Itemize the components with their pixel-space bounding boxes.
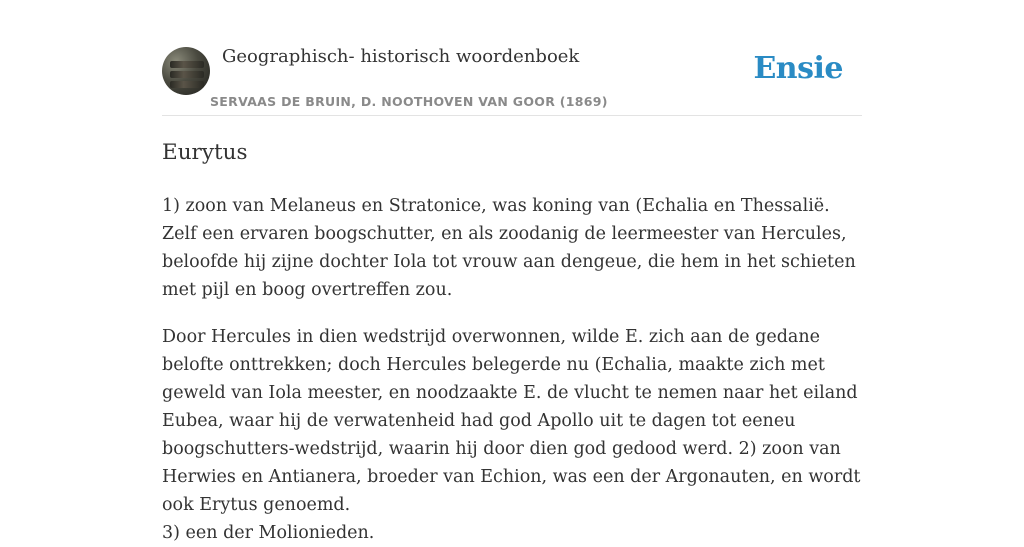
entry-body <box>162 192 862 547</box>
header <box>162 0 862 116</box>
entry-title: Eurytus <box>162 140 248 165</box>
book-spine <box>170 71 204 78</box>
ensie-logo[interactable]: Ensie <box>753 51 843 86</box>
entry-paragraph: Door Hercules in dien wedstrijd overwonnen, wilde E. zich aan de gedane belofte onttrekken; doch Hercules belegerde nu (Echalia, maakte zich met geweld van Iola meester, en noodzaakte E. de vlucht te nemen naar het eiland Eubea, waar hij de verwatenheid had god Apollo uit te dagen tot eeneu boogschutters-wedstrijd, waarin hij door dien god gedood werd. 2) zoon van Herwies en Antianera, broeder van Echion, was een der Argonauten, en wordt ook Erytus genoemd. <box>162 327 861 515</box>
book-spine <box>170 81 204 88</box>
entry-paragraph: 1) zoon van Melaneus en Stratonice, was koning van (Echalia en Thessalië. Zelf een ervaren boogschutter, en als zoodanig de leermeester van Hercules, beloofde hij zijne dochter Iola tot vrouw aan dengeue, die hem in het schieten met pijl en boog overtreffen zou. <box>162 196 856 300</box>
page-container <box>162 0 862 543</box>
book-author: SERVAAS DE BRUIN, D. NOOTHOVEN VAN GOOR (1869) <box>210 94 608 109</box>
book-stack-icon[interactable] <box>162 47 210 95</box>
book-title[interactable]: Geographisch- historisch woordenboek <box>222 46 580 67</box>
entry-paragraph: 3) een der Molionieden. <box>162 523 375 543</box>
book-spine <box>170 61 204 68</box>
